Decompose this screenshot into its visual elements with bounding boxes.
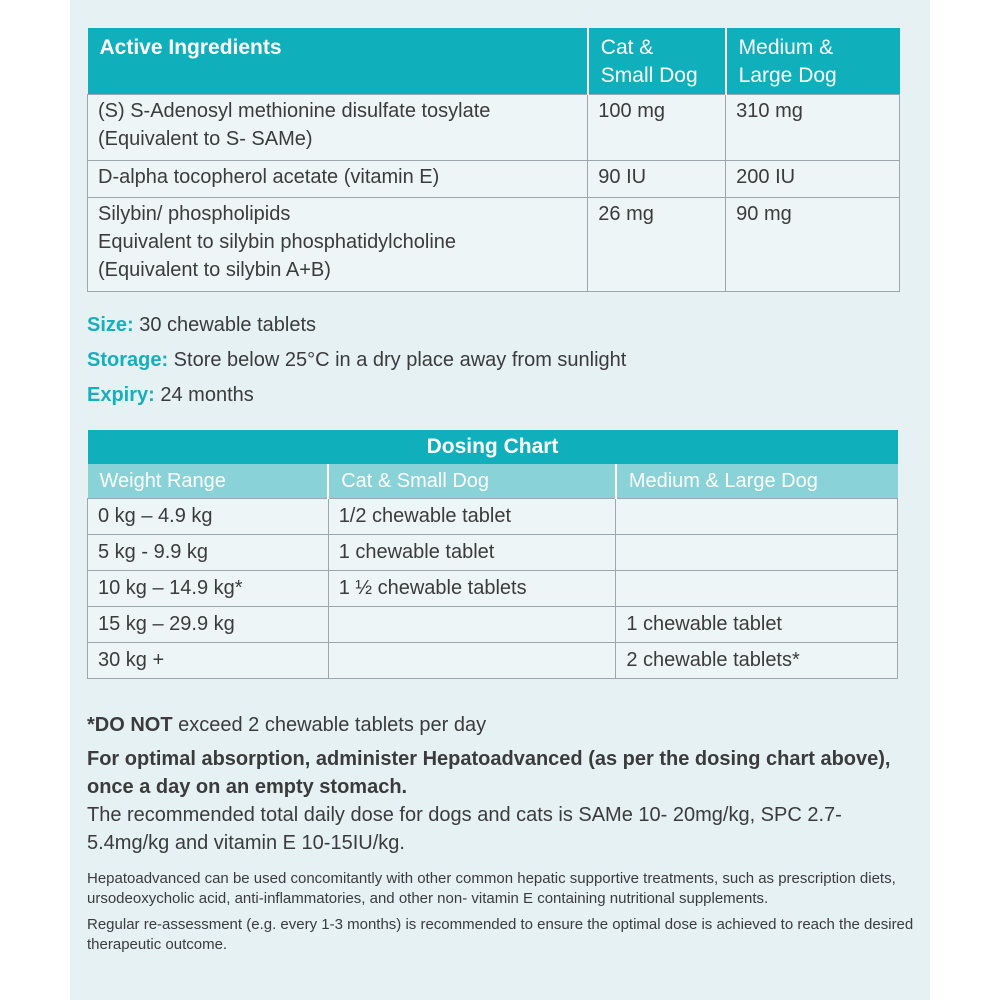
dosing-header-row (88, 464, 898, 499)
ingredient-name: (S) S-Adenosyl methionine disulfate tosylate (Equivalent to S- SAMe) (88, 95, 588, 161)
cat-small-dose: 90 IU (588, 161, 726, 198)
header-medium-large-dog: Medium & Large Dog (726, 28, 900, 95)
product-info-lines (87, 308, 626, 413)
table-row (88, 571, 898, 607)
table-row (88, 643, 898, 679)
medium-large-dose: 200 IU (726, 161, 900, 198)
cat-small-dose (328, 607, 616, 643)
table-row (88, 161, 900, 198)
warning-emphasis: *DO NOT (87, 714, 173, 736)
storage-line (87, 343, 626, 378)
medium-large-dose (616, 499, 898, 535)
cat-small-dose (328, 643, 616, 679)
storage-value: Store below 25°C in a dry place away from sunlight (168, 349, 627, 371)
weight-range: 0 kg – 4.9 kg (88, 499, 329, 535)
table-row (88, 607, 898, 643)
header-medium-large-dog: Medium & Large Dog (616, 464, 898, 499)
recommended-dose-text: The recommended total daily dose for dogs and cats is SAMe 10- 20mg/kg, SPC 2.7- 5.4mg/kg and vitamin E 10-15IU/kg. (87, 804, 842, 854)
max-dose-warning (87, 710, 917, 740)
table-row (88, 535, 898, 571)
expiry-line (87, 378, 626, 413)
dosing-notes (87, 710, 917, 961)
dosing-chart-table (87, 430, 898, 679)
table-row (88, 499, 898, 535)
expiry-value: 24 months (154, 384, 254, 406)
header-weight-range: Weight Range (88, 464, 329, 499)
cat-small-dose: 1/2 chewable tablet (328, 499, 616, 535)
medium-large-dose (616, 571, 898, 607)
header-active-ingredients: Active Ingredients (88, 28, 588, 95)
medium-large-dose: 1 chewable tablet (616, 607, 898, 643)
weight-range: 10 kg – 14.9 kg* (88, 571, 329, 607)
warning-text: exceed 2 chewable tablets per day (172, 714, 487, 736)
medium-large-dose: 2 chewable tablets* (616, 643, 898, 679)
product-info-panel (70, 0, 930, 1000)
reassessment-note: Regular re-assessment (e.g. every 1-3 months) is recommended to ensure the optimal dose is achieved to reach the desired therapeutic outcome. (87, 916, 914, 953)
concomitant-use-note: Hepatoadvanced can be used concomitantly with other common hepatic supportive treatments, such as prescription diets, ursodeoxycholic acid, anti-inflammatories, and other non- vitamin E containing nutritional supplements. (87, 870, 896, 907)
storage-label: Storage: (87, 349, 169, 371)
header-cat-small-dog: Cat & Small Dog (588, 28, 726, 95)
medium-large-dose (616, 535, 898, 571)
table-row (88, 198, 900, 292)
size-label: Size: (87, 314, 134, 336)
medium-large-dose: 310 mg (726, 95, 900, 161)
size-value: 30 chewable tablets (133, 314, 317, 336)
medium-large-dose: 90 mg (726, 198, 900, 292)
weight-range: 30 kg + (88, 643, 329, 679)
ingredients-table (87, 28, 900, 292)
expiry-label: Expiry: (87, 384, 155, 406)
size-line (87, 308, 626, 343)
table-row (88, 95, 900, 161)
dosing-chart-title: Dosing Chart (88, 430, 898, 464)
weight-range: 15 kg – 29.9 kg (88, 607, 329, 643)
absorption-instruction: For optimal absorption, administer Hepatoadvanced (as per the dosing chart above), once a day on an empty stomach. (87, 748, 891, 798)
cat-small-dose: 26 mg (588, 198, 726, 292)
ingredients-header-row (88, 28, 900, 95)
cat-small-dose: 1 chewable tablet (328, 535, 616, 571)
ingredient-name: D-alpha tocopherol acetate (vitamin E) (88, 161, 588, 198)
header-cat-small-dog: Cat & Small Dog (328, 464, 616, 499)
dosing-title-row (88, 430, 898, 464)
cat-small-dose: 100 mg (588, 95, 726, 161)
ingredient-name: Silybin/ phospholipids Equivalent to silybin phosphatidylcholine (Equivalent to silybin A+B) (88, 198, 588, 292)
weight-range: 5 kg - 9.9 kg (88, 535, 329, 571)
cat-small-dose: 1 ½ chewable tablets (328, 571, 616, 607)
